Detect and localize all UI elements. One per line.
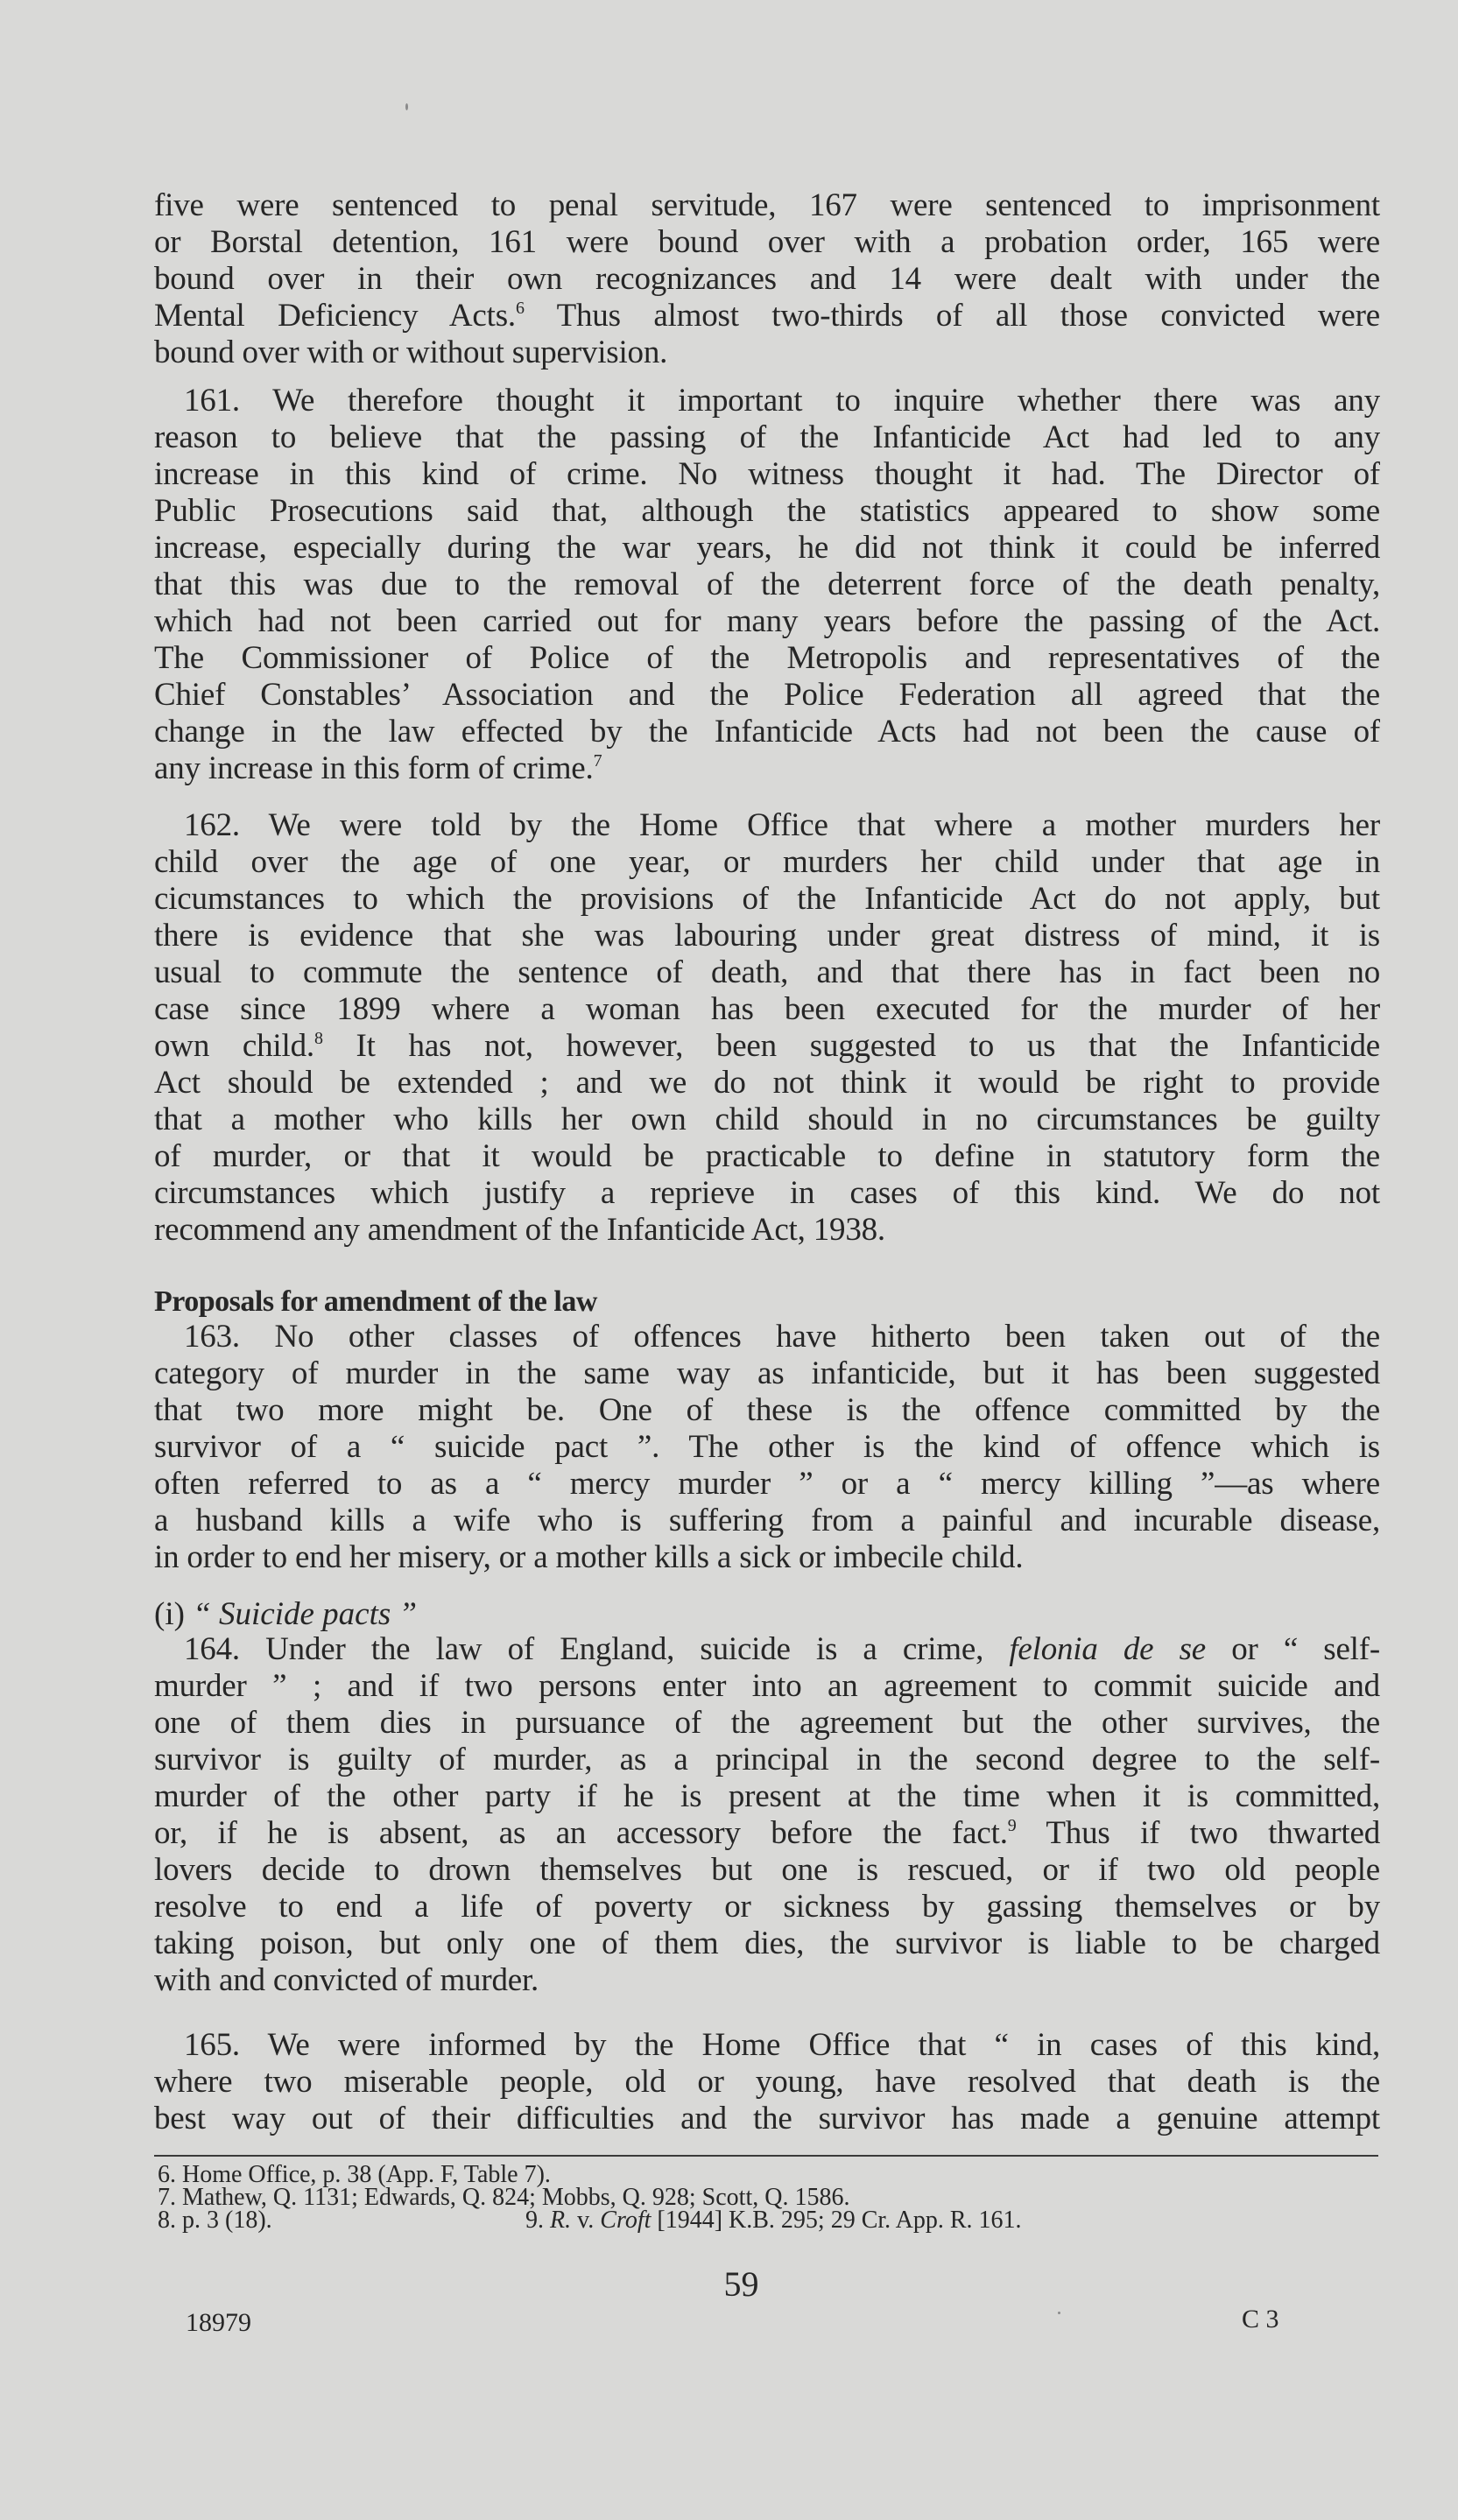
text-line: child over the age of one year, or murders her child under that age in xyxy=(154,844,1380,880)
text-line: one of them dies in pursuance of the agreement but the other survives, the xyxy=(154,1705,1380,1741)
paragraph-163 xyxy=(154,1319,1380,1576)
paragraph-164 xyxy=(154,1631,1380,1999)
text-fragment: own child. xyxy=(154,1028,314,1064)
text-line: that this was due to the removal of the deterrent force of the death penalty, xyxy=(154,567,1380,602)
text-line xyxy=(154,1815,1380,1852)
print-code: 18979 xyxy=(186,2308,251,2337)
text-line xyxy=(154,1028,1380,1065)
text-line: 161. We therefore thought it important to inquire whether there was any xyxy=(184,383,1380,419)
text-line: best way out of their difficulties and the survivor has made a genuine attempt xyxy=(154,2101,1380,2136)
footnote-7: 7. Mathew, Q. 1131; Edwards, Q. 824; Mobbs, Q. 928; Scott, Q. 1586. xyxy=(158,2184,850,2211)
paragraph-161 xyxy=(154,383,1380,787)
text-line: with and convicted of murder. xyxy=(154,1962,539,1998)
text-line: change in the law effected by the Infanticide Acts had not been the cause of xyxy=(154,714,1380,750)
text-line: case since 1899 where a woman has been executed for the murder of her xyxy=(154,991,1380,1027)
text-line: increase, especially during the war years, he did not think it could be inferred xyxy=(154,530,1380,566)
text-line xyxy=(154,1631,1380,1668)
text-fragment: [1944] K.B. 295; 29 Cr. App. R. 161. xyxy=(651,2207,1022,2234)
text-line: 165. We were informed by the Home Office that “ in cases of this kind, xyxy=(184,2027,1380,2063)
footnote-row-8-9 xyxy=(158,2209,1296,2232)
text-line: which had not been carried out for many years before the passing of the Act. xyxy=(154,603,1380,639)
text-line: of murder, or that it would be practicable to define in statutory form the xyxy=(154,1138,1380,1174)
text-fragment: 164. Under the law of England, suicide is a crime, xyxy=(184,1631,1010,1667)
page-number: 59 xyxy=(723,2264,759,2304)
text-line: Chief Constables’ Association and the Police Federation all agreed that the xyxy=(154,677,1380,713)
footnote-ref-9[interactable]: 9 xyxy=(1007,1816,1017,1835)
text-fragment: or, if he is absent, as an accessory before the fact. xyxy=(154,1815,1008,1851)
text-line: survivor of a “ suicide pact ”. The other is the kind of offence which is xyxy=(154,1429,1380,1465)
paper-speck xyxy=(405,103,408,110)
text-fragment: any increase in this form of crime. xyxy=(154,750,594,786)
footnote-ref-7[interactable]: 7 xyxy=(593,751,602,771)
text-line: The Commissioner of Police of the Metropolis and representatives of the xyxy=(154,640,1380,676)
paragraph-165 xyxy=(154,2027,1380,2137)
footnote-ref-8[interactable]: 8 xyxy=(313,1029,323,1048)
text-line: that two more might be. One of these is the offence committed by the xyxy=(154,1392,1380,1428)
text-line: murder ” ; and if two persons enter into an agreement to commit suicide and xyxy=(154,1668,1380,1704)
text-fragment: Thus if two thwarted xyxy=(1016,1815,1380,1851)
subsection-title: “ Suicide pacts ” xyxy=(193,1596,418,1632)
paper-speck xyxy=(1058,2312,1060,2314)
text-line: lovers decide to drown themselves but one is rescued, or if two old people xyxy=(154,1852,1380,1888)
text-line: resolve to end a life of poverty or sickness by gassing themselves or by xyxy=(154,1889,1380,1925)
text-line: five were sentenced to penal servitude, 167 were sentenced to imprisonment xyxy=(154,187,1380,223)
latin-term: felonia de se xyxy=(1009,1631,1207,1667)
case-party: R. xyxy=(550,2207,572,2234)
text-line xyxy=(154,298,1380,334)
text-line: taking poison, but only one of them dies, the survivor is liable to be charged xyxy=(154,1925,1380,1961)
text-line: murder of the other party if he is present at the time when it is committed, xyxy=(154,1778,1380,1814)
text-line: often referred to as a “ mercy murder ” or a “ mercy killing ”—as where xyxy=(154,1466,1380,1502)
text-fragment: 9. xyxy=(525,2207,550,2234)
text-line: where two miserable people, old or young, have resolved that death is the xyxy=(154,2064,1380,2100)
text-fragment: It has not, however, been suggested to us that the Infanticide xyxy=(322,1028,1380,1064)
text-line: usual to commute the sentence of death, and that there has in fact been no xyxy=(154,954,1380,990)
section-heading: Proposals for amendment of the law xyxy=(154,1285,597,1318)
text-line: Act should be extended ; and we do not think it would be right to provide xyxy=(154,1065,1380,1101)
text-line: in order to end her misery, or a mother kills a sick or imbecile child. xyxy=(154,1539,1024,1575)
text-line: increase in this kind of crime. No witness thought it had. The Director of xyxy=(154,456,1380,492)
text-line: 163. No other classes of offences have hitherto been taken out of the xyxy=(184,1319,1380,1355)
paragraph-162 xyxy=(154,807,1380,1249)
continuation-paragraph xyxy=(154,187,1380,371)
footnote-divider xyxy=(154,2155,1378,2157)
subsection-heading xyxy=(154,1596,417,1633)
case-party: Croft xyxy=(600,2207,652,2234)
text-line xyxy=(154,750,1380,787)
text-line: or Borstal detention, 161 were bound over with a probation order, 165 were xyxy=(154,224,1380,260)
text-line: reason to believe that the passing of the Infanticide Act had led to any xyxy=(154,419,1380,455)
subsection-number: (i) xyxy=(154,1596,194,1632)
text-line: recommend any amendment of the Infanticide Act, 1938. xyxy=(154,1212,885,1248)
footnote-ref-6[interactable]: 6 xyxy=(515,299,525,318)
text-line: survivor is guilty of murder, as a principal in the second degree to the self- xyxy=(154,1742,1380,1777)
footnote-8: 8. p. 3 (18). xyxy=(158,2207,272,2234)
text-line: category of murder in the same way as infanticide, but it has been suggested xyxy=(154,1355,1380,1391)
text-line: cicumstances to which the provisions of the Infanticide Act do not apply, but xyxy=(154,881,1380,917)
text-line: 162. We were told by the Home Office that where a mother murders her xyxy=(184,807,1380,843)
text-fragment: Mental Deficiency Acts. xyxy=(154,298,516,334)
text-line: Public Prosecutions said that, although the statistics appeared to show some xyxy=(154,493,1380,529)
text-line: there is evidence that she was labouring under great distress of mind, it is xyxy=(154,918,1380,954)
text-line: that a mother who kills her own child should in no circumstances be guilty xyxy=(154,1102,1380,1137)
text-line: bound over in their own recognizances and 14 were dealt with under the xyxy=(154,261,1380,297)
text-fragment: Thus almost two-thirds of all those convicted were xyxy=(524,298,1380,334)
signature-mark: C 3 xyxy=(1242,2305,1279,2333)
footnote-9 xyxy=(525,2209,1022,2232)
text-line: a husband kills a wife who is suffering from a painful and incurable disease, xyxy=(154,1503,1380,1538)
text-fragment: or “ self- xyxy=(1206,1631,1380,1667)
footnote-6: 6. Home Office, p. 38 (App. F, Table 7). xyxy=(158,2161,551,2188)
text-fragment: v. xyxy=(571,2207,601,2234)
text-line: circumstances which justify a reprieve in cases of this kind. We do not xyxy=(154,1175,1380,1211)
text-line: bound over with or without supervision. xyxy=(154,334,668,370)
